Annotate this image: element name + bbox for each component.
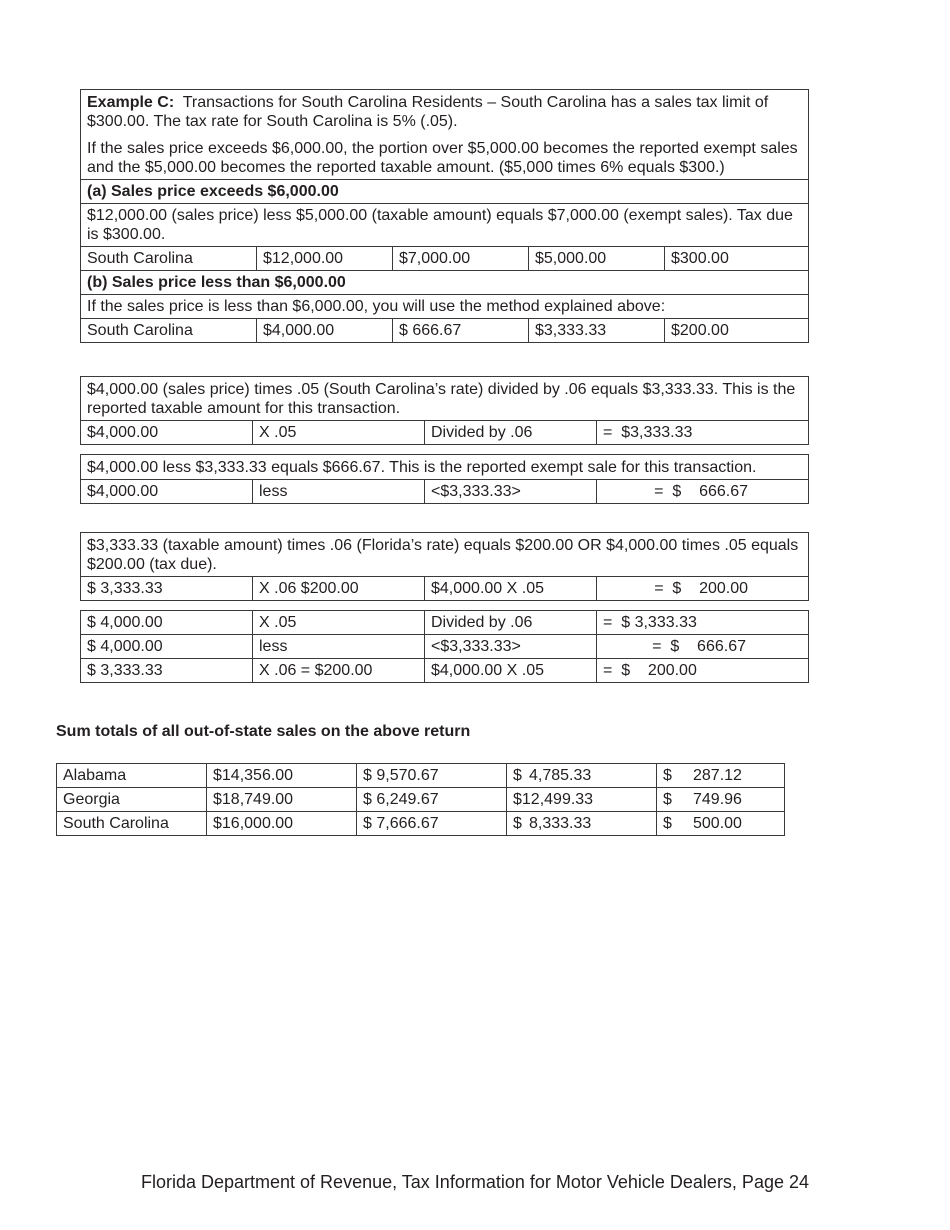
- part-a-explanation: $12,000.00 (sales price) less $5,000.00 (taxable amount) equals $7,000.00 (exempt sales). Tax due is $300.00.: [81, 204, 809, 247]
- part-a-heading: (a) Sales price exceeds $6,000.00: [81, 180, 809, 204]
- cell-tax: $ 287.12: [657, 764, 785, 788]
- cell-operation: less: [253, 635, 425, 659]
- cell-exempt: $ 666.67: [393, 319, 529, 343]
- example-c-table: [80, 89, 809, 343]
- cell-exempt: $ 9,570.67: [357, 764, 507, 788]
- cell-tax: $ 749.96: [657, 788, 785, 812]
- cell-state: South Carolina: [81, 319, 257, 343]
- cell-amount: $ 4,000.00: [81, 635, 253, 659]
- cell-result: = $ 666.67: [597, 635, 809, 659]
- cell-state: Georgia: [57, 788, 207, 812]
- cell-sales: $14,356.00: [207, 764, 357, 788]
- cell-exempt: $ 7,666.67: [357, 812, 507, 836]
- cell-operation: X .05: [253, 611, 425, 635]
- cell-result: = $ 200.00: [597, 577, 809, 601]
- summary-calc-table: [80, 610, 809, 683]
- table-row: [81, 659, 809, 683]
- cell-sales: $18,749.00: [207, 788, 357, 812]
- table-row: [57, 788, 785, 812]
- cell-result: = $ 666.67: [597, 480, 809, 504]
- example-intro-text: Transactions for South Carolina Residents – South Carolina has a sales tax limit of $300.00. The tax rate for South Carolina is 5% (.05).: [87, 94, 769, 130]
- example-label: Example C:: [87, 94, 175, 111]
- cell-amount: $ 3,333.33: [81, 577, 253, 601]
- cell-amount: $ 3,333.33: [81, 659, 253, 683]
- table-row: [81, 319, 809, 343]
- cell-sales: $4,000.00: [257, 319, 393, 343]
- cell-operation: less: [253, 480, 425, 504]
- table-row: [57, 764, 785, 788]
- step2-text: $4,000.00 less $3,333.33 equals $666.67. This is the reported exempt sale for this transaction.: [81, 455, 809, 480]
- cell-result: = $3,333.33: [597, 421, 809, 445]
- totals-heading: Sum totals of all out-of-state sales on the above return: [56, 723, 471, 740]
- cell-operand: Divided by .06: [425, 611, 597, 635]
- step2-table: [80, 454, 809, 504]
- table-row: [81, 421, 809, 445]
- cell-result: = $ 3,333.33: [597, 611, 809, 635]
- cell-taxable: $3,333.33: [529, 319, 665, 343]
- part-b-explanation: If the sales price is less than $6,000.00, you will use the method explained above:: [81, 295, 809, 319]
- cell-operand: $4,000.00 X .05: [425, 577, 597, 601]
- cell-operand: <$3,333.33>: [425, 635, 597, 659]
- example-c-intro: [81, 90, 809, 180]
- rule-text: If the sales price exceeds $6,000.00, the portion over $5,000.00 becomes the reported exempt sales and the $5,000.00 becomes the reported taxable amount. ($5,000 times 6% equals $300.): [87, 140, 798, 176]
- totals-table: [56, 763, 785, 836]
- cell-amount: $4,000.00: [81, 421, 253, 445]
- cell-tax: $200.00: [665, 319, 809, 343]
- table-row: [81, 635, 809, 659]
- step3-table: [80, 532, 809, 601]
- table-row: [57, 812, 785, 836]
- cell-sales: $16,000.00: [207, 812, 357, 836]
- step1-table: [80, 376, 809, 445]
- cell-state: Alabama: [57, 764, 207, 788]
- cell-taxable: $5,000.00: [529, 247, 665, 271]
- cell-operand: $4,000.00 X .05: [425, 659, 597, 683]
- cell-taxable: $ 4,785.33: [507, 764, 657, 788]
- cell-operation: X .06 = $200.00: [253, 659, 425, 683]
- cell-taxable: $ 8,333.33: [507, 812, 657, 836]
- cell-exempt: $ 6,249.67: [357, 788, 507, 812]
- cell-tax: $ 500.00: [657, 812, 785, 836]
- page-footer: Florida Department of Revenue, Tax Information for Motor Vehicle Dealers, Page 24: [140, 1172, 809, 1192]
- cell-operation: X .06 $200.00: [253, 577, 425, 601]
- cell-operand: <$3,333.33>: [425, 480, 597, 504]
- cell-amount: $4,000.00: [81, 480, 253, 504]
- table-row: [81, 480, 809, 504]
- cell-sales: $12,000.00: [257, 247, 393, 271]
- table-row: [81, 577, 809, 601]
- table-row: [81, 247, 809, 271]
- cell-exempt: $7,000.00: [393, 247, 529, 271]
- cell-tax: $300.00: [665, 247, 809, 271]
- cell-state: South Carolina: [57, 812, 207, 836]
- step3-text: $3,333.33 (taxable amount) times .06 (Florida’s rate) equals $200.00 OR $4,000.00 times .05 equals $200.00 (tax due).: [81, 533, 809, 577]
- cell-state: South Carolina: [81, 247, 257, 271]
- cell-operation: X .05: [253, 421, 425, 445]
- cell-result: = $ 200.00: [597, 659, 809, 683]
- cell-amount: $ 4,000.00: [81, 611, 253, 635]
- table-row: [81, 611, 809, 635]
- part-b-heading: (b) Sales price less than $6,000.00: [81, 271, 809, 295]
- cell-operand: Divided by .06: [425, 421, 597, 445]
- step1-text: $4,000.00 (sales price) times .05 (South Carolina’s rate) divided by .06 equals $3,333.33. This is the reported taxable amount for this transaction.: [81, 377, 809, 421]
- cell-taxable: $12,499.33: [507, 788, 657, 812]
